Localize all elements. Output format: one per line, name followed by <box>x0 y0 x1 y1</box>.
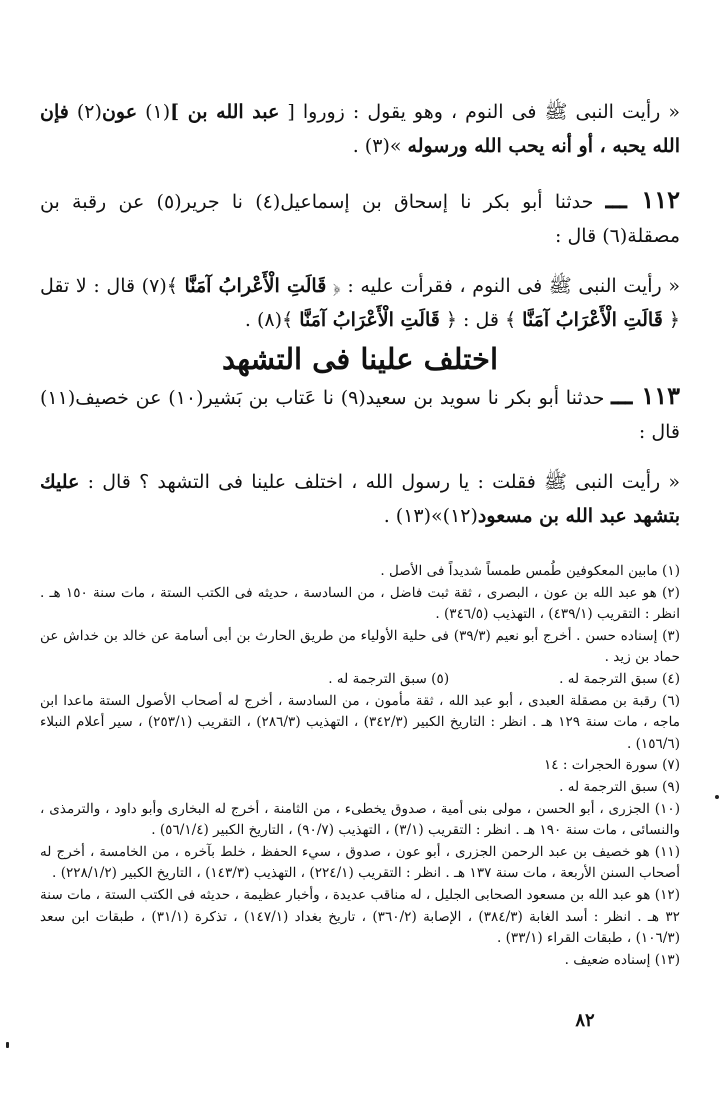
hadith-113-chain <box>40 379 680 449</box>
narration-2-text-d: ﴾(٨) . <box>244 309 300 331</box>
footnote-ref-2: (٢) <box>68 101 102 123</box>
footnote-3: (٣) إسناده حسن . أخرج أبو نعيم (٣٩/٣) فى حلية الأولياء من طريق الحارث بن أبى أسامة عن خالد بن خداش عن حماد بن زيد . <box>40 627 680 666</box>
page-body <box>40 95 680 971</box>
footnotes <box>40 555 680 971</box>
footnote-9: (٩) سبق الترجمة له . <box>559 778 680 795</box>
hadith-112-isnad: حدثنا أبو بكر نا إسحاق بن إسماعيل(٤) نا جرير(٥) عن رقبة بن مصقلة(٦) قال : <box>40 191 680 247</box>
narration-2-text-a: « رأيت النبى ﷺ فى النوم ، فقرأت عليه : ﴿ <box>326 275 680 297</box>
footnote-ref-3: »(٣) . <box>352 135 408 157</box>
footnote-12: (١٢) هو عبد الله بن مسعود الصحابى الجليل ، له مناقب عديدة ، وأخبار عظيمة ، حديثه فى الكتب الستة ، مات سنة ٣٢ هـ . انظر : أسد الغابة (٣٨٤/٣) ، الإصابة (٣٦٠/٢) ، تاريخ بغداد (١٤٧/١) ، تذكرة (٣١/١) ، طبقات ابن سعد (١٠٦/٣) ، طبقات القراء (٣٣/١) . <box>40 886 680 947</box>
narration-3-text: « رأيت النبى ﷺ فقلت : يا رسول الله ، اختلف علينا فى التشهد ؟ قال : <box>79 471 680 493</box>
quran-verse-2: قَالَتِ الْأَعْرَابُ آمَنَّا <box>522 309 663 331</box>
scan-speck <box>6 1042 9 1048</box>
dream-narration-3 <box>40 465 680 533</box>
footnote-row-4-5 <box>40 669 680 691</box>
hadith-number-113: ١١٣ ـــ <box>611 381 681 410</box>
footnote-ref-12-13: (١٢)»(١٣) . <box>383 505 478 527</box>
scan-speck <box>715 795 719 799</box>
footnote-7: (٧) سورة الحجرات : ١٤ <box>543 757 680 774</box>
footnote-ref-1: (١) <box>137 101 171 123</box>
quran-verse-3: قَالَتِ الْأَعْرَابُ آمَنَّا <box>299 309 440 331</box>
footnote-13: (١٣) إسناده ضعيف . <box>564 951 680 968</box>
footnote-4: (٤) سبق الترجمة له . <box>559 670 680 687</box>
footnote-5: (٥) سبق الترجمة له . <box>328 670 450 687</box>
hadith-number-112: ١١٢ ـــ <box>605 185 680 214</box>
narration-3-saying: عليك بتشهد عبد الله بن مسعود <box>40 471 680 527</box>
footnote-1: (١) مابين المعكوفين طُمس طمساً شديداً فى الأصل . <box>380 563 680 579</box>
narration-1-saying: فإن الله يحبه ، أو أنه يحب الله ورسوله <box>40 101 680 157</box>
quran-verse-1: قَالَتِ الْأَعْرابُ آمَنَّا <box>184 275 327 297</box>
footnote-10: (١٠) الجزرى ، أبو الحسن ، مولى بنى أمية ، صدوق يخطىء ، من الثامنة ، أخرج له البخارى وأبو داود ، والترمذى ، والنسائى ، مات سنة ١٩٠ هـ . انظر : التقريب (٣/١) ، التهذيب (٩٠/٧) ، التاريخ الكبير (٥٦/١/٤) . <box>40 800 680 839</box>
dream-narration-2 <box>40 269 680 337</box>
page-number: ٨٢ <box>575 1010 595 1031</box>
footnote-6: (٦) رقبة بن مصقلة العبدى ، أبو عبد الله ، ثقة مأمون ، من السادسة ، أخرج له أصحاب الأصول الستة ماعدا ابن ماجه ، مات سنة ١٢٩ هـ . انظر : التاريخ الكبير (٣٤٢/٣) ، التهذيب (٢٨٦/٣) ، التقريب (٢٥٣/١) ، سير أعلام النبلاء (١٥٦/٦) . <box>40 692 681 752</box>
hadith-113-isnad: حدثنا أبو بكر نا سويد بن سعيد(٩) نا عَتاب بن بَشير(١٠) عن خصيف(١١) قال : <box>40 387 680 443</box>
footnote-2: (٢) هو عبد الله بن عون ، البصرى ، ثقة ثبت فاضل ، من السادسة ، حديثه فى الكتب الستة ، مات سنة ١٥٠ هـ . انظر : التقريب (٤٣٩/١) ، التهذيب (٣٤٦/٥) . <box>40 584 680 623</box>
narration-1-text: « رأيت النبى ﷺ فى النوم ، وهو يقول : زوروا [ <box>279 101 681 123</box>
narration-2-text-c: ﴾ قل : ﴿ <box>439 309 523 331</box>
dream-narration-1 <box>40 95 680 163</box>
footnote-11: (١١) هو خصيف بن عبد الرحمن الجزرى ، أبو عون ، صدوق ، سيء الحفظ ، خلط بآخره ، من الخامسة ، أخرج له أصحاب السنن الأربعة ، مات سنة ١٣٧ هـ . انظر : التقريب (٢٢٤/١) ، التهذيب (١٤٣/٣) ، التاريخ الكبير (٢٢٨/١/٢) . <box>40 843 680 882</box>
section-heading: اختلف علينا فى التشهد <box>221 342 499 376</box>
narration-1-bracketed-name: عبد الله بن ] <box>170 101 280 123</box>
narration-1-name: عون <box>101 101 138 123</box>
hadith-112-chain <box>40 183 680 253</box>
narration-2-text-b: ﴾(٧) قال : لا تقل ﴿ <box>40 275 680 331</box>
